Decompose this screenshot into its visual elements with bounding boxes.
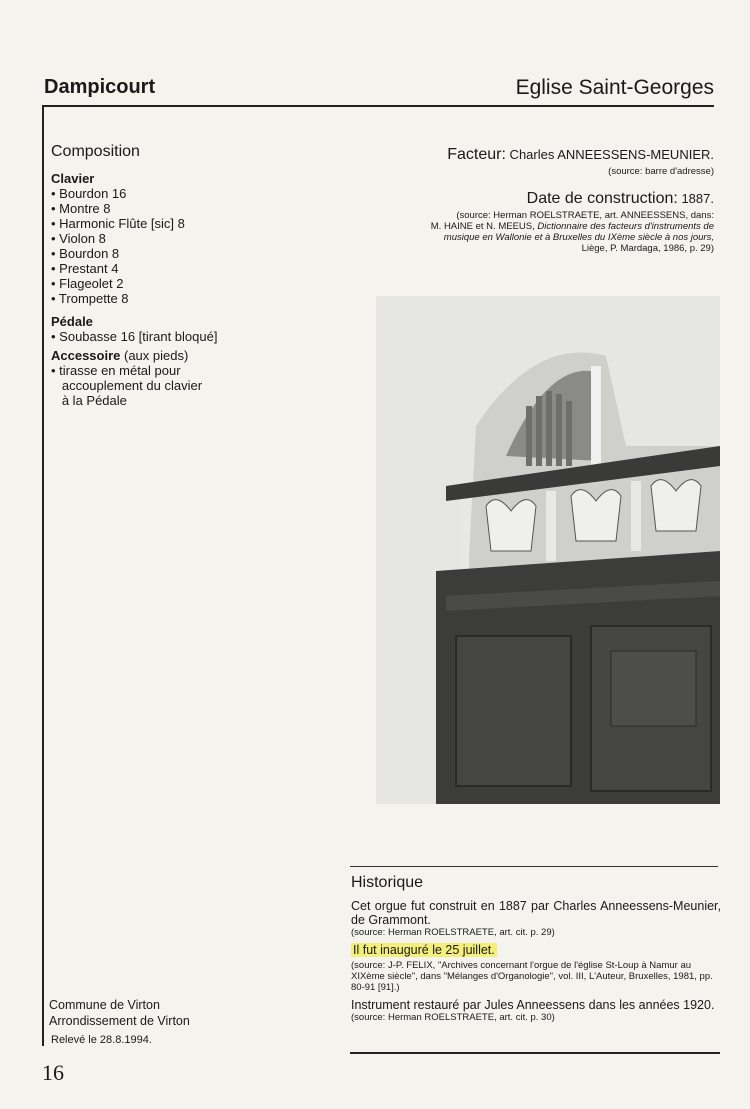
left-margin-rule [42,106,44,1046]
date-source [354,210,714,254]
list-item: • Violon 8 [51,231,106,246]
historique-bottom-rule [350,1052,720,1054]
date-source-title: Dictionnaire des facteurs d'instruments de [537,221,714,232]
builder-label: Facteur: [447,146,506,163]
historique-paragraph: Instrument restauré par Jules Anneessens dans les années 1920. [351,998,715,1012]
list-item: • Harmonic Flûte [sic] 8 [51,216,185,231]
organ-gallery-image [376,296,720,804]
header-rule [42,105,714,107]
accessoire-suffix: (aux pieds) [120,348,189,363]
page-title-place: Dampicourt [44,76,156,98]
highlighted-text: Il fut inauguré le 25 juillet. [353,943,495,957]
accessoire-heading [51,348,351,363]
date-source-line [354,221,714,232]
commune-info [49,997,190,1029]
date-source-line: musique en Wallonie et à Bruxelles du IXème siècle à nos jours, [443,232,714,243]
historique-paragraph-highlighted [351,943,721,957]
historique-rule [350,866,718,867]
page-number: 16 [42,1060,64,1085]
historique-source: (source: Herman ROELSTRAETE, art. cit. p. 29) [351,927,555,938]
survey-date: Relevé le 28.8.1994. [51,1034,152,1046]
arrondissement-name: Arrondissement de Virton [49,1014,190,1028]
historique-source: (source: J-P. FELIX, "Archives concernant l'orgue de l'église St-Loup à Namur au XIXème siècle", dans "Mélanges d'Organologie", vol. III, L'Auteur, Bruxelles, 1981, pp. 80-91 [91].) [351,960,713,993]
date-value: 1887. [677,191,714,206]
composition-section [51,144,351,408]
date-source-line: (source: Herman ROELSTRAETE, art. ANNEESSENS, dans: [456,210,714,221]
builder-line [354,146,714,164]
builder-info [354,146,714,254]
list-item: • tirasse en métal pour [51,363,181,378]
commune-name: Commune de Virton [49,998,160,1012]
list-item: accouplement du clavier [51,378,203,393]
list-item: • Soubasse 16 [tirant bloqué] [51,329,218,344]
date-label: Date de construction: [526,190,678,207]
clavier-title: Clavier [51,171,95,186]
composition-heading: Composition [51,143,140,160]
list-item: • Prestant 4 [51,261,119,276]
list-item: • Flageolet 2 [51,276,124,291]
organ-photo [376,296,720,804]
list-item: • Bourdon 16 [51,186,127,201]
historique-section [351,876,721,1028]
list-item: • Trompette 8 [51,291,129,306]
date-source-line: Liège, P. Mardaga, 1986, p. 29) [581,243,714,254]
historique-source: (source: Herman ROELSTRAETE, art. cit. p. 30) [351,1012,555,1023]
page-title-church: Eglise Saint-Georges [515,76,714,99]
clavier-stop-list [51,186,351,306]
list-item: • Bourdon 8 [51,246,120,261]
list-item: • Montre 8 [51,201,111,216]
list-item: à la Pédale [51,393,127,408]
accessoire-title: Accessoire [51,348,121,363]
historique-heading: Historique [351,874,424,891]
date-source-authors: M. HAINE et N. MEEUS, [430,221,538,232]
pedale-title: Pédale [51,314,93,329]
builder-name: Charles ANNEESSENS-MEUNIER. [505,147,714,162]
date-line [354,190,714,208]
builder-source: (source: barre d'adresse) [608,166,714,177]
historique-paragraph: Cet orgue fut construit en 1887 par Charles Anneessens-Meunier, de Grammont. [351,899,721,927]
